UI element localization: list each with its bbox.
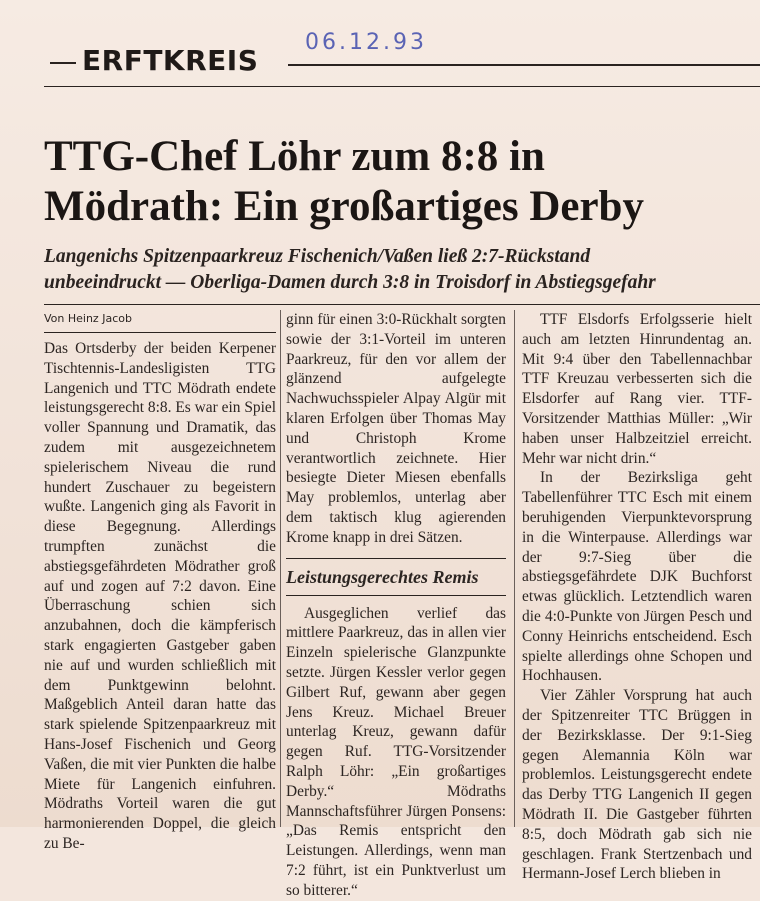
subheadline-line-2: unbeeindruckt — Oberliga-Damen durch 3:8 in Troisdorf in Abstiegsgefahr	[44, 272, 656, 293]
paragraph: Ausgeglichen verlief das mittlere Paarkreuz, das in allen vier Einzeln spielerische Glanzpunkte setzte. Jürgen Kessler verlor gegen Gilbert Ruf, gewann aber gegen Jens Kreuz. Michael Breuer unterlag Kreuz, gewann dafür gegen Ruf. TTG-Vorsitzender Ralph Löhr: „Ein großartiges Derby.“ Mödraths Mannschaftsführer Jürgen Ponsens: „Das Remis entspricht den Leistungen. Allerdings, wenn man 7:2 führt, ist ein Punktverlust um so bitterer.“	[286, 604, 506, 899]
section-rule-right	[288, 64, 760, 66]
subheadline-rule	[44, 304, 760, 305]
column-divider	[514, 310, 515, 827]
paragraph: TTF Elsdorfs Erfolgsserie hielt auch am letzten Hinrundentag an. Mit 9:4 über den Tabellennachbar TTF Kreuzau verbesserten sich die Elsdorfer auf Rang vier. TTF-Vorsitzender Matthias Müller: „Wir haben unser Halbzeitziel erreicht. Mehr war nicht drin.“	[522, 311, 752, 467]
headline	[44, 132, 744, 232]
section-title: ERFTKREIS	[82, 44, 259, 77]
headline-line-2: Mödrath: Ein großartiges Derby	[44, 183, 644, 230]
byline-rule	[44, 332, 276, 333]
paragraph: In der Bezirksliga geht Tabellenführer TTC Esch mit einem beruhigenden Vierpunktevorsprung in die Winterpause. Allerdings war der 9:7-Sieg über die abstiegsgefährdete DJK Buchforst etwas glücklich. Letztendlich waren die 4:0-Punkte von Jürgen Pesch und Conny Heinrichs entscheidend. Esch spielte allerdings ohne Schopen und Hochhausen.	[522, 469, 752, 685]
section-rule-left	[50, 62, 76, 64]
article-column-1	[44, 310, 276, 854]
subheadline-line-1: Langenichs Spitzenpaarkreuz Fischenich/Vaßen ließ 2:7-Rückstand	[44, 246, 591, 267]
column-divider	[280, 310, 281, 827]
headline-line-1: TTG-Chef Löhr zum 8:8 in	[44, 133, 545, 180]
paragraph: ginn für einen 3:0-Rückhalt sorgten sowie der 3:1-Vorteil im unteren Paarkreuz, für den vor allem der glänzend aufgelegte Nachwuchsspieler Alpay Algür mit klaren Erfolgen über Thomas May und Christoph Krome verantwortlich zeichnete. Hier besiegte Dieter Miesen ebenfalls May problemlos, unterlag aber dem taktisch klug agierenden Krome knapp in drei Sätzen.	[286, 311, 506, 546]
subheading: Leistungsgerechtes Remis	[286, 558, 506, 596]
byline: Von Heinz Jacob	[44, 312, 132, 325]
article-column-2	[286, 310, 506, 901]
handwritten-date: 06.12.93	[305, 30, 427, 55]
article-column-3	[522, 310, 752, 884]
header-underline	[44, 86, 760, 87]
subheadline	[44, 244, 760, 296]
paragraph: Das Ortsderby der beiden Kerpener Tischtennis-Landesligisten TTG Langenich und TTC Mödrath endete leistungsgerecht 8:8. Es war ein Spiel voller Spannung und Dramatik, das zudem mit ausgezeichnetem spielerischem Niveau die rund hundert Zuschauer zu begeistern wußte. Langenich ging als Favorit in diese Begegnung. Allerdings trumpften zunächst die abstiegsgefährdeten Mödrather groß auf und zogen auf 7:2 davon. Eine Überraschung schien sich anzubahnen, doch die kämpferisch stark engagierten Gastgeber gaben nie auf und wurden schließlich mit dem Punktgewinn belohnt. Maßgeblich Anteil daran hatte das stark spielende Spitzenpaarkreuz mit Hans-Josef Fischenich und Georg Vaßen, die mit vier Punkten die halbe Miete für Langenich einfuhren. Mödraths Vorteil waren die gut harmonierenden Doppel, die gleich zu Be-	[44, 340, 276, 852]
paragraph: Vier Zähler Vorsprung hat auch der Spitzenreiter TTC Brüggen in der Bezirksklasse. Der 9:1-Sieg gegen Alemannia Köln war problemlos. Leistungsgerecht endete das Derby TTG Langenich II gegen Mödrath II. Die Gastgeber führten 8:5, doch Mödrath gab sich nie geschlagen. Frank Stertzenbach und Hermann-Josef Lerch blieben in	[522, 687, 752, 883]
